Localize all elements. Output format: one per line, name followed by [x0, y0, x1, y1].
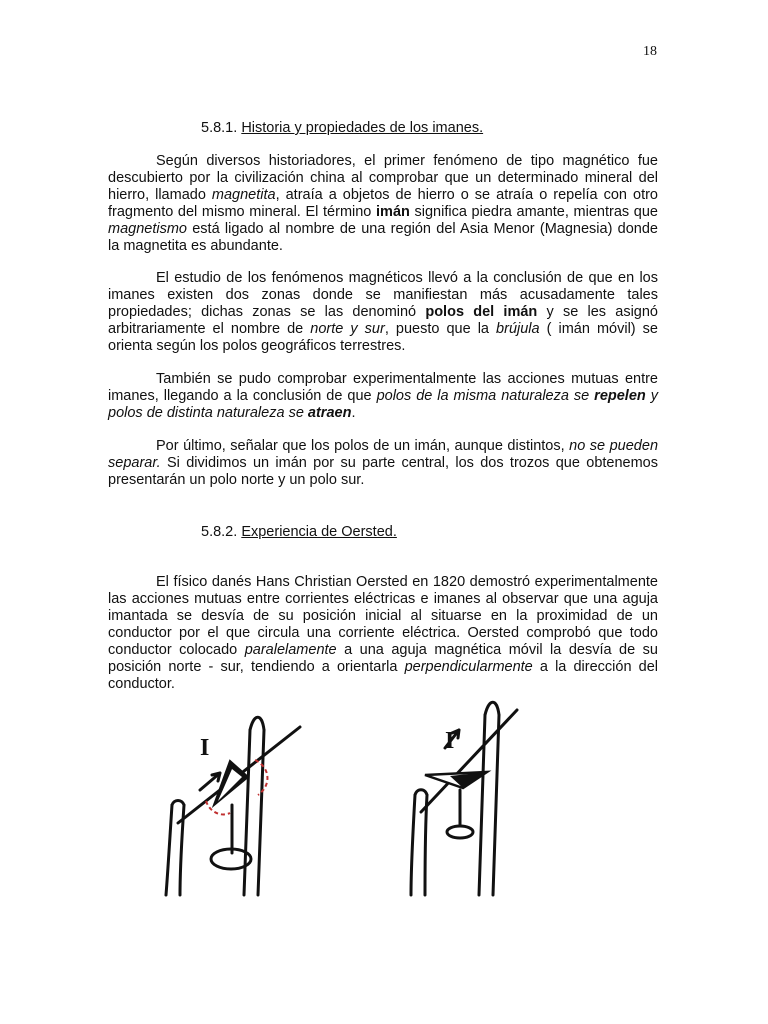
section-title: Historia y propiedades de los imanes.: [241, 120, 484, 136]
section-title: Experiencia de Oersted.: [241, 524, 397, 540]
oersted-figure-right: [405, 700, 535, 900]
section-heading-2: [201, 524, 397, 540]
paragraph-4: Por último, señalar que los polos de un imán, aunque distintos, no se pueden separar. Si dividimos un imán por su parte central, los dos trozos que obtenemos presentarán un polo norte y un polo sur.: [108, 438, 659, 488]
paragraph-5: El físico danés Hans Christian Oersted en 1820 demostró experimentalmente las acciones mutuas entre corrientes eléctricas e imanes al observar que una aguja imantada se desvía de su posición inicial al situarse en la proximidad de un conductor por el que circula una corriente eléctrica. Oersted comprobó que todo conductor colocado paralelamente a una aguja magnética móvil la desvía de su posición norte - sur, tendiendo a orientarla perpendicularmente a la dirección del conductor.: [108, 574, 658, 692]
oersted-figure-left: [150, 705, 320, 900]
current-label: I: [445, 728, 455, 754]
page-number: 18: [643, 44, 657, 59]
paragraph-2: El estudio de los fenómenos magnéticos llevó a la conclusión de que en los imanes existen dos zonas donde se manifiestan más acusadamente tales propiedades; dichas zonas se las denominó polos del imán y se les asignó arbitrariamente el nombre de norte y sur, puesto que la brújula ( imán móvil) se orienta según los polos geográficos terrestres.: [108, 270, 658, 354]
section-number: 5.8.2.: [201, 524, 238, 540]
section-number: 5.8.1.: [201, 120, 238, 136]
section-heading-1: [201, 120, 483, 136]
current-label: I: [200, 735, 210, 761]
paragraph-1: Según diversos historiadores, el primer fenómeno de tipo magnético fue descubierto por la civilización china al comprobar que un determinado mineral del hierro, llamado magnetita, atraía a objetos de hierro o se atraía o repelía con otro fragmento del mismo mineral. El término imán significa piedra amante, mientras que magnetismo está ligado al nombre de una región del Asia Menor (Magnesia) donde la magnetita es abundante.: [108, 153, 658, 254]
paragraph-3: También se pudo comprobar experimentalmente las acciones mutuas entre imanes, llegando a la conclusión de que polos de la misma naturaleza se repelen y polos de distinta naturaleza se atraen.: [108, 371, 658, 421]
